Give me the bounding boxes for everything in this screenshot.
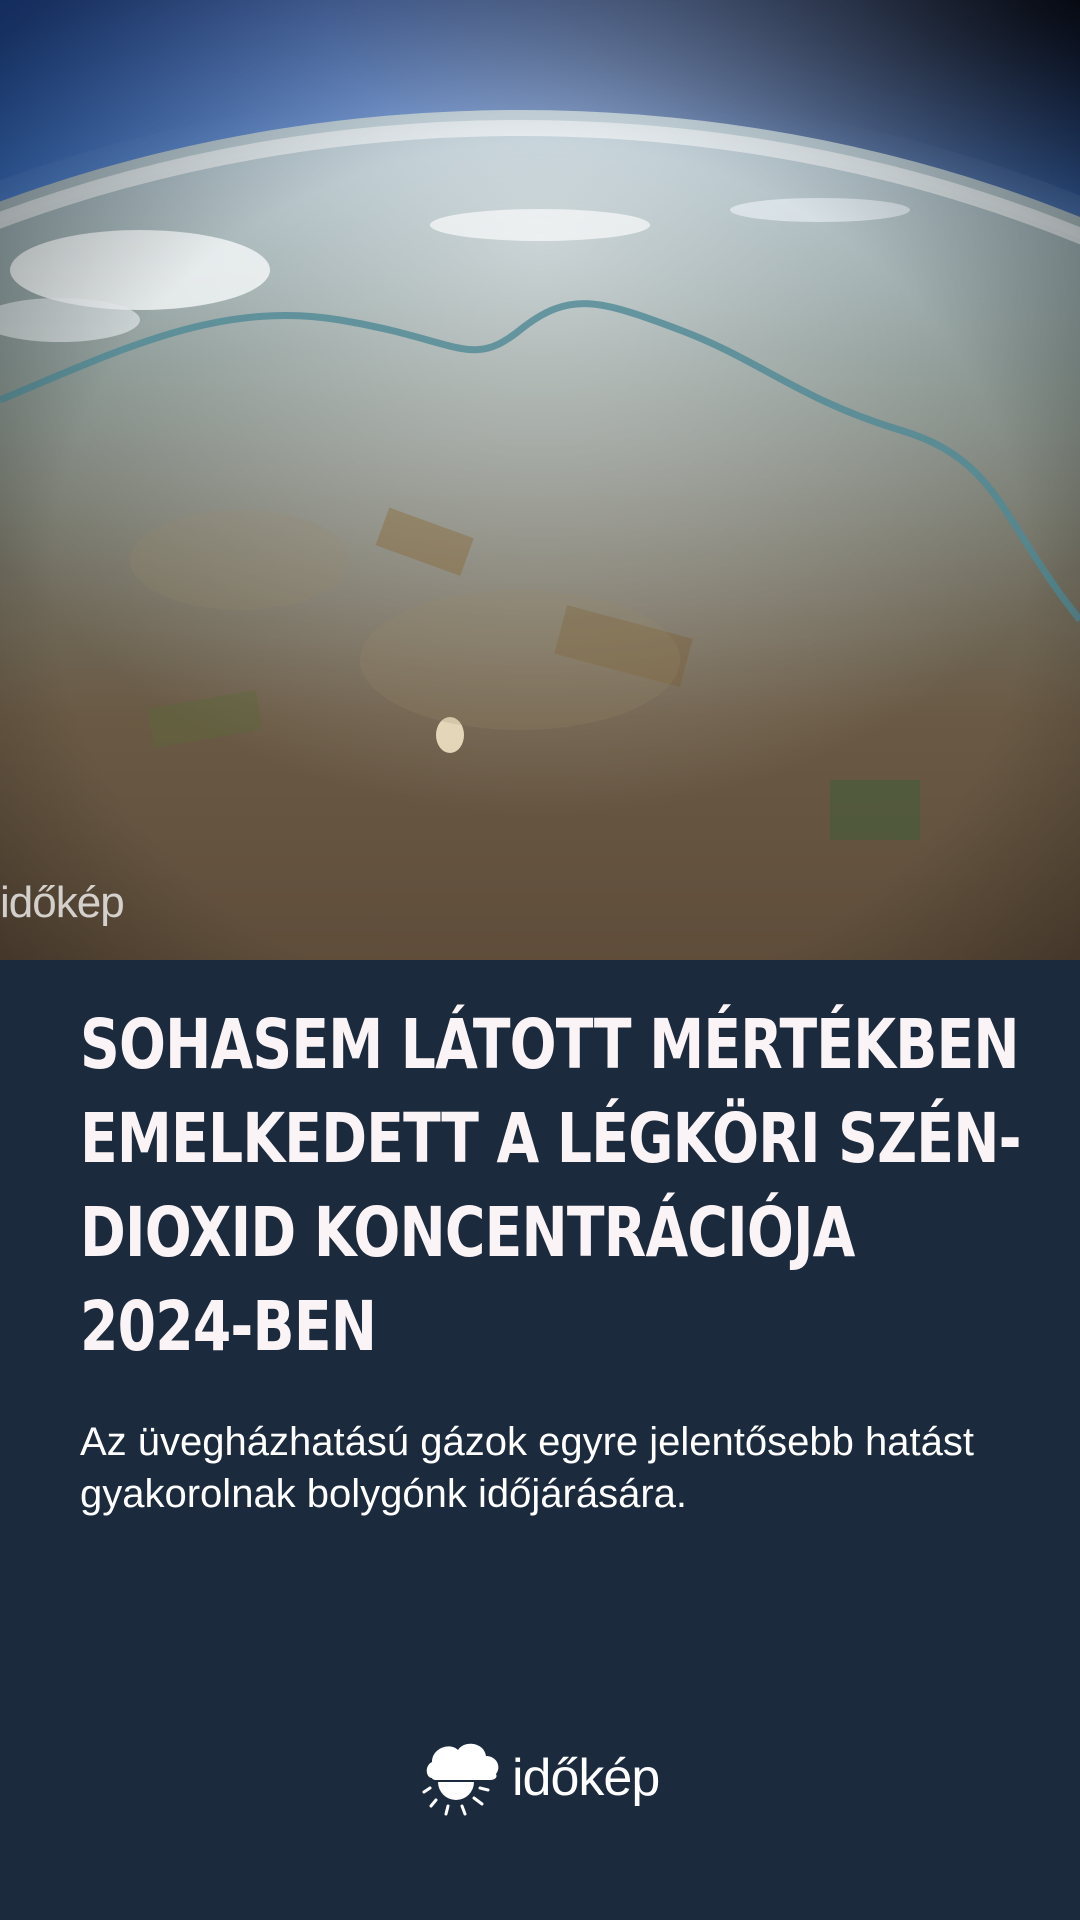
cloud-sun-icon: [422, 1736, 508, 1820]
brand-logo: [422, 1736, 659, 1820]
hero-watermark: időkép: [0, 878, 124, 927]
article-subtitle: Az üvegházhatású gázok egyre jelentősebb hatást gyakorolnak bolygónk időjárására.: [80, 1420, 974, 1516]
article-headline: SOHASEM LÁTOTT MÉRTÉKBEN EMELKEDETT A LÉGKÖRI SZÉN-DIOXID KONCENTRÁCIÓJA 2024-BEN: [80, 1005, 1021, 1367]
article-content: [80, 998, 1020, 1520]
logo-wordmark: időkép: [512, 1749, 660, 1807]
